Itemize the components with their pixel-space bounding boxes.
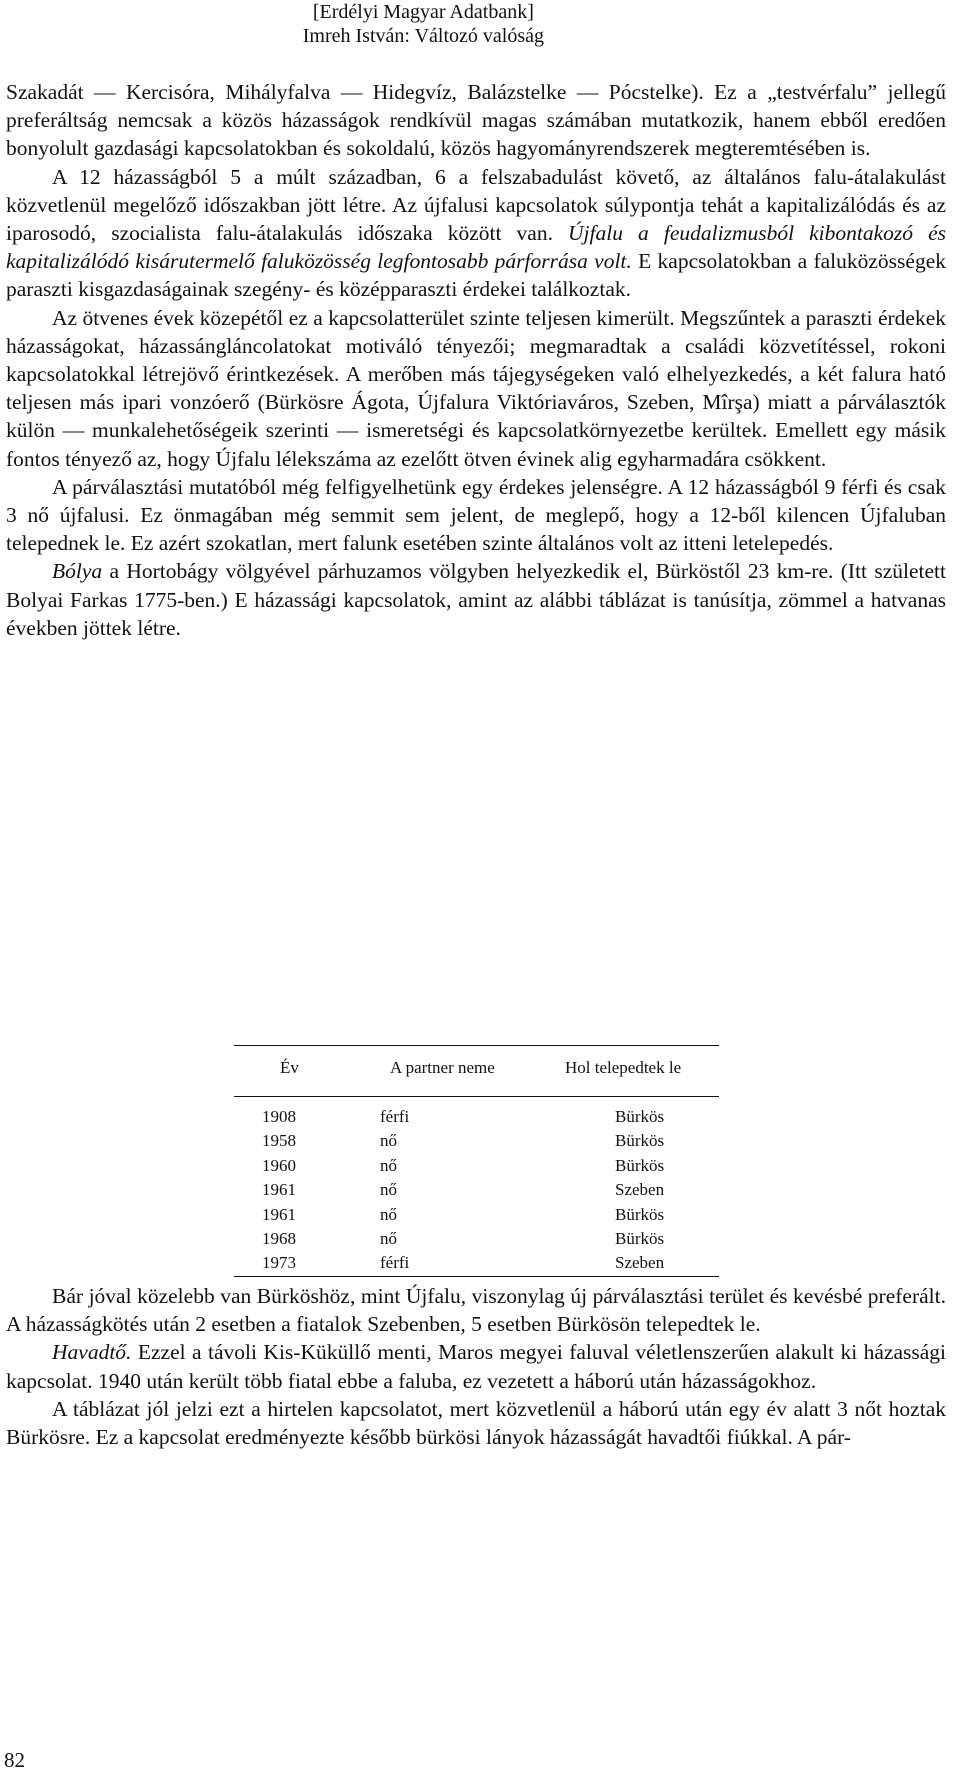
cell-year: 1961 xyxy=(262,1204,296,1224)
column-header-partner-sex: A partner neme xyxy=(380,1046,565,1097)
cell-year: 1961 xyxy=(262,1180,296,1200)
paragraph: Szakadát — Kercisóra, Mihályfalva — Hidegvíz, Balázstelke — Pócstelke). Ez a „testvérfalu” jellegű preferáltság nemcsak a közös házasságok rendkívül magas számában mutatkozik, hanem ebből eredően bonyolult gazdasági kapcsolatokban és sokoldalú, közös hagyományrendszerek megteremtésében is. xyxy=(6,80,946,161)
column-header-settled: Hol telepedtek le xyxy=(565,1046,719,1097)
cell-partner-sex: férfi xyxy=(380,1251,565,1276)
cell-settled: Bürkös xyxy=(615,1204,665,1224)
table-row xyxy=(234,1227,719,1251)
paragraph: A táblázat jól jelzi ezt a hirtelen kapcsolatot, mert közvetlenül a háború után egy év alatt 3 nőt hoztak Bürkösre. Ez a kapcsolat eredményezte később bürkösi lányok házasságát havadtői fiúkkal. A pár- xyxy=(6,1396,946,1450)
page-header xyxy=(303,0,544,48)
body-text-top xyxy=(6,78,946,642)
village-name: Bólya xyxy=(52,559,103,584)
table-row xyxy=(234,1154,719,1178)
paragraph xyxy=(6,557,946,642)
text-span: Ezzel a távoli Kis-Küküllő menti, Maros megyei faluval véletlenszerűen alakult ki házassági kapcsolat. 1940 után került több fiatal ebbe a faluba, ez vezetett a háború után házasságokhoz. xyxy=(6,1340,946,1393)
table-row xyxy=(234,1097,719,1130)
cell-partner-sex: férfi xyxy=(380,1107,410,1126)
paragraph: A párválasztási mutatóból még felfigyelhetünk egy érdekes jelenségre. A 12 házasságból 9 férfi és csak 3 nő újfalusi. Ez önmagában még semmit sem jelent, de meglepő, hogy a 12-ből kilencen Újfaluban telepednek le. Ez azért szokatlan, mert falunk esetében szinte általános volt az itteni letelepedés. xyxy=(6,474,946,556)
paragraph xyxy=(6,1338,946,1394)
cell-year: 1958 xyxy=(262,1131,296,1151)
table-row xyxy=(234,1129,719,1153)
paragraph: Bár jóval közelebb van Bürköshöz, mint Újfalu, viszonylag új párválasztási terület és kevésbé preferált. A házasságkötés után 2 esetben a fiatalok Szebenben, 5 esetben Bürkösön telepedtek le. xyxy=(6,1284,946,1337)
paragraph xyxy=(6,163,946,304)
cell-settled: Bürkös xyxy=(615,1131,665,1151)
text-span: A 12 házasságból 5 a múlt században, 6 a felszabadulást követő, az általános falu-átalakulást közvetlenül megelőző időszakban jött létre. Az újfalusi kapcsolatok súlypontja tehát a kapitalizálódás és az iparosodó, szocialista falu-átalakulás időszaka között van. xyxy=(6,164,946,246)
text-span: a Hortobágy völgyével párhuzamos völgyben helyezkedik el, Bürköstől 23 km-re. (Itt született Bolyai Farkas 1775-ben.) E házassági kapcsolatok, amint az alábbi táblázat is tanúsítja, zömmel a hatvanas években jöttek létre. xyxy=(6,559,946,640)
header-title: Imreh István: Változó valóság xyxy=(302,25,544,47)
data-table xyxy=(234,1045,719,1277)
marriage-table xyxy=(234,1045,719,1277)
cell-settled: Bürkös xyxy=(615,1155,665,1175)
cell-year: 1908 xyxy=(262,1107,296,1126)
cell-settled: Szeben xyxy=(565,1251,719,1276)
text-span: E kapcsolatokban a faluközösségek paraszti kisgazdaságainak szegény- és középparaszti érdekei találkoztak. xyxy=(6,249,946,302)
cell-partner-sex: nő xyxy=(380,1155,397,1175)
table-row xyxy=(234,1178,719,1202)
column-header-year: Év xyxy=(234,1046,380,1097)
cell-partner-sex: nő xyxy=(380,1131,397,1151)
cell-settled: Bürkös xyxy=(615,1107,665,1126)
table-row xyxy=(234,1203,719,1227)
cell-partner-sex: nő xyxy=(380,1180,397,1200)
cell-year: 1973 xyxy=(234,1251,380,1276)
table-row xyxy=(234,1251,719,1276)
body-text-bottom xyxy=(6,1282,946,1451)
cell-settled: Bürkös xyxy=(615,1229,665,1249)
table-header-row xyxy=(234,1046,719,1097)
cell-partner-sex: nő xyxy=(380,1229,397,1249)
cell-year: 1960 xyxy=(262,1155,296,1175)
header-source: [Erdélyi Magyar Adatbank] xyxy=(312,1,534,23)
paragraph: Az ötvenes évek közepétől ez a kapcsolatterület szinte teljesen kimerült. Megszűntek a paraszti érdekek házasságokat, házassángláncolatokat motiváló tényezői; megmaradtak a családi közvetítéssel, rokoni kapcsolatokkal létrejövő érintkezések. A merőben más tájegységeken való elhelyezkedés, a két falura ható teljesen más ipari vonzóerő (Bürkösre Ágota, Újfalura Viktóriaváros, Szeben, Mîrşa) miatt a párválasztók külön — munkalehetőségeik szerinti — ismeretségi és kapcsolatkörnyezetbe kerültek. Emellett egy másik fontos tényező az, hogy Újfalu lélekszáma az ezelőtt ötven évinek alig egyharmadára csökkent. xyxy=(6,305,946,471)
village-name: Havadtő. xyxy=(52,1340,132,1365)
cell-partner-sex: nő xyxy=(380,1204,397,1224)
cell-year: 1968 xyxy=(262,1229,296,1249)
page-number: 82 xyxy=(4,1748,25,1772)
cell-settled: Szeben xyxy=(615,1180,665,1200)
italic-emphasis: Újfalu a feudalizmusból kibontakozó és kapitalizálódó kisárutermelő faluközösség legfontosabb párforrása volt. xyxy=(6,221,946,274)
